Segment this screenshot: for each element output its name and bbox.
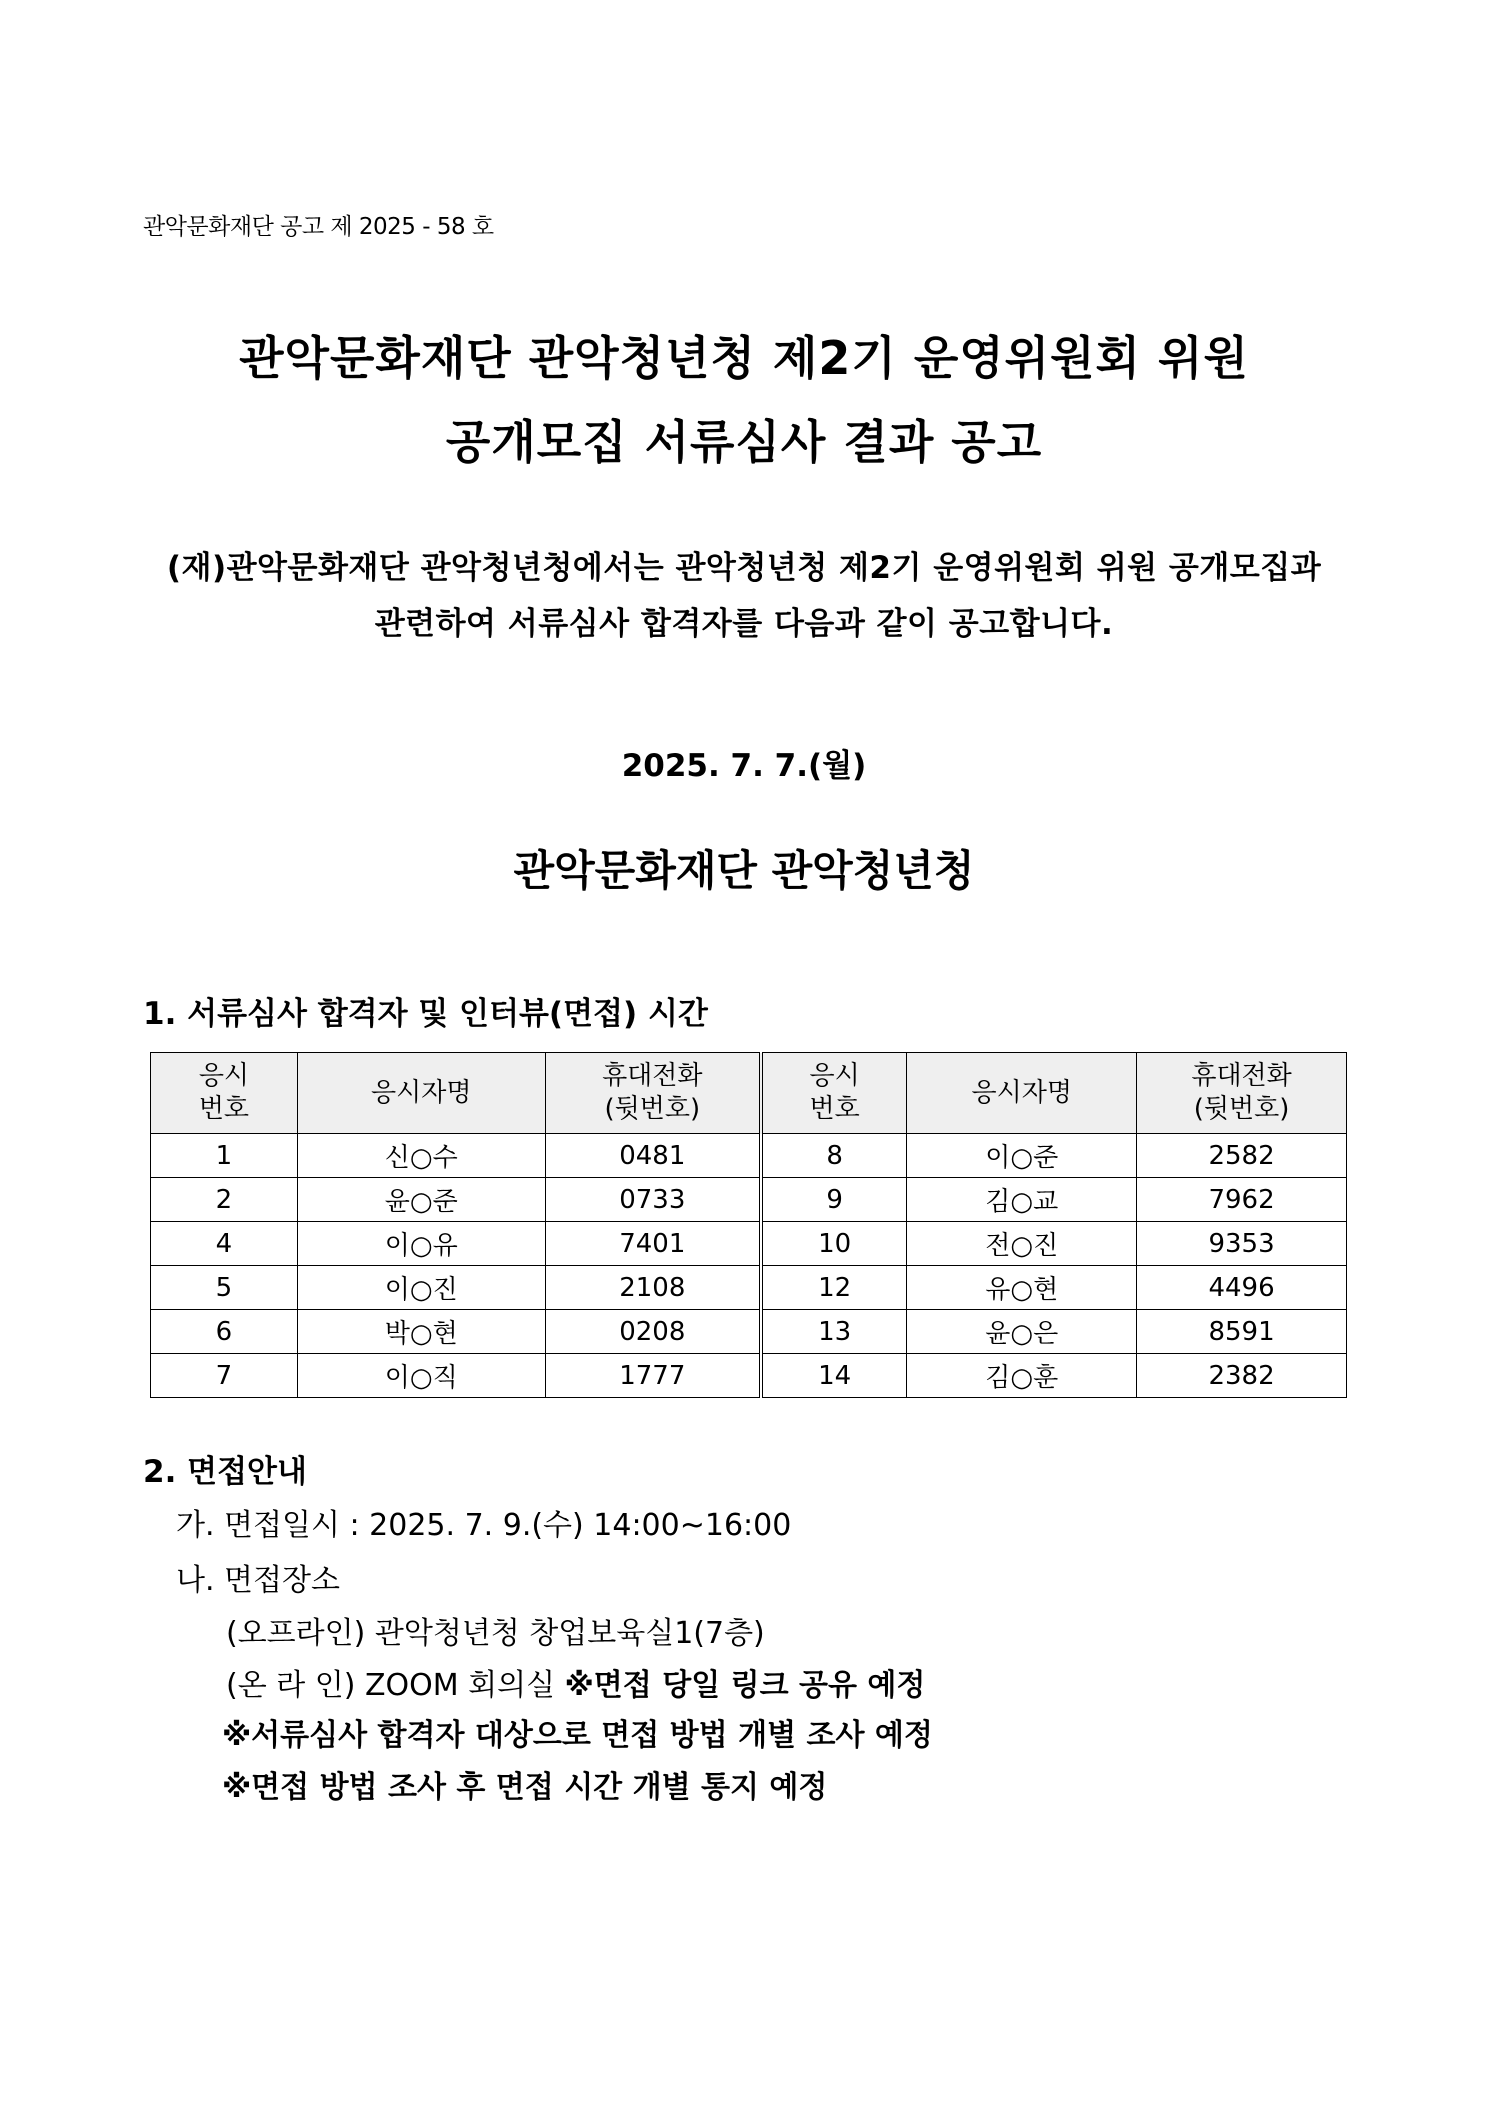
intro-line1: (재)관악문화재단 관악청년청에서는 관악청년청 제2기 운영위원회 위원 공개모집과	[166, 550, 1322, 586]
applicant-phone: 0481	[545, 1134, 761, 1178]
note-time-notice: ※면접 방법 조사 후 면접 시간 개별 통지 예정	[222, 1770, 828, 1805]
applicant-number: 10	[761, 1222, 907, 1266]
table-row	[151, 1222, 1347, 1266]
interview-datetime: 가. 면접일시 : 2025. 7. 9.(수) 14:00~16:00	[176, 1508, 792, 1543]
applicant-number: 12	[761, 1266, 907, 1310]
organization-name: 관악문화재단 관악청년청	[513, 846, 975, 895]
interview-location-label: 나. 면접장소	[176, 1563, 340, 1598]
applicant-phone: 7401	[545, 1222, 761, 1266]
applicant-number: 7	[151, 1354, 298, 1398]
applicant-phone: 0208	[545, 1310, 761, 1354]
applicant-name: 전○진	[907, 1222, 1137, 1266]
table-row	[151, 1266, 1347, 1310]
applicant-name: 이○준	[907, 1134, 1137, 1178]
applicant-phone: 2108	[545, 1266, 761, 1310]
header-phone: 휴대전화 (뒷번호)	[1137, 1053, 1347, 1134]
table-row	[151, 1354, 1347, 1398]
applicant-number: 5	[151, 1266, 298, 1310]
intro-line2: 관련하여 서류심사 합격자를 다음과 같이 공고합니다.	[374, 606, 1114, 642]
applicant-phone: 7962	[1137, 1178, 1347, 1222]
page-title-line1: 관악문화재단 관악청년청 제2기 운영위원회 위원	[239, 331, 1249, 385]
applicant-name: 이○유	[297, 1222, 545, 1266]
applicant-number: 2	[151, 1178, 298, 1222]
header-name: 응시자명	[297, 1053, 545, 1134]
applicant-phone: 2582	[1137, 1134, 1347, 1178]
header-phone: 휴대전화 (뒷번호)	[545, 1053, 761, 1134]
header-name: 응시자명	[907, 1053, 1137, 1134]
interview-location-offline: (오프라인) 관악청년청 창업보육실1(7층)	[226, 1616, 765, 1651]
table-row	[151, 1310, 1347, 1354]
note-method-survey: ※서류심사 합격자 대상으로 면접 방법 개별 조사 예정	[222, 1718, 933, 1753]
applicant-phone: 1777	[545, 1354, 761, 1398]
applicant-name: 박○현	[297, 1310, 545, 1354]
applicant-number: 14	[761, 1354, 907, 1398]
header-number: 응시 번호	[151, 1053, 298, 1134]
applicant-name: 김○훈	[907, 1354, 1137, 1398]
table-header-row	[151, 1053, 1347, 1134]
applicant-phone: 4496	[1137, 1266, 1347, 1310]
page-title-line2: 공개모집 서류심사 결과 공고	[445, 415, 1043, 469]
section1-heading: 1. 서류심사 합격자 및 인터뷰(면접) 시간	[143, 996, 708, 1032]
applicant-number: 13	[761, 1310, 907, 1354]
applicant-number: 6	[151, 1310, 298, 1354]
results-table	[150, 1052, 1347, 1398]
applicant-number: 9	[761, 1178, 907, 1222]
applicant-name: 이○진	[297, 1266, 545, 1310]
notice-number: 관악문화재단 공고 제 2025 - 58 호	[143, 214, 494, 240]
online-location: (온 라 인) ZOOM 회의실	[226, 1668, 565, 1703]
applicant-name: 윤○은	[907, 1310, 1137, 1354]
applicant-name: 김○교	[907, 1178, 1137, 1222]
applicant-name: 신○수	[297, 1134, 545, 1178]
applicant-number: 4	[151, 1222, 298, 1266]
applicant-name: 이○직	[297, 1354, 545, 1398]
applicant-number: 8	[761, 1134, 907, 1178]
intro-paragraph	[0, 540, 1488, 652]
applicant-phone: 2382	[1137, 1354, 1347, 1398]
announcement-date: 2025. 7. 7.(월)	[621, 748, 867, 784]
online-link-note: ※면접 당일 링크 공유 예정	[564, 1668, 926, 1703]
applicant-name: 유○현	[907, 1266, 1137, 1310]
applicant-phone: 0733	[545, 1178, 761, 1222]
interview-location-online	[226, 1660, 925, 1704]
applicant-phone: 9353	[1137, 1222, 1347, 1266]
table-row	[151, 1134, 1347, 1178]
section2-heading: 2. 면접안내	[143, 1454, 307, 1490]
applicant-phone: 8591	[1137, 1310, 1347, 1354]
header-number: 응시 번호	[761, 1053, 907, 1134]
applicant-number: 1	[151, 1134, 298, 1178]
table-row	[151, 1178, 1347, 1222]
applicant-name: 윤○준	[297, 1178, 545, 1222]
